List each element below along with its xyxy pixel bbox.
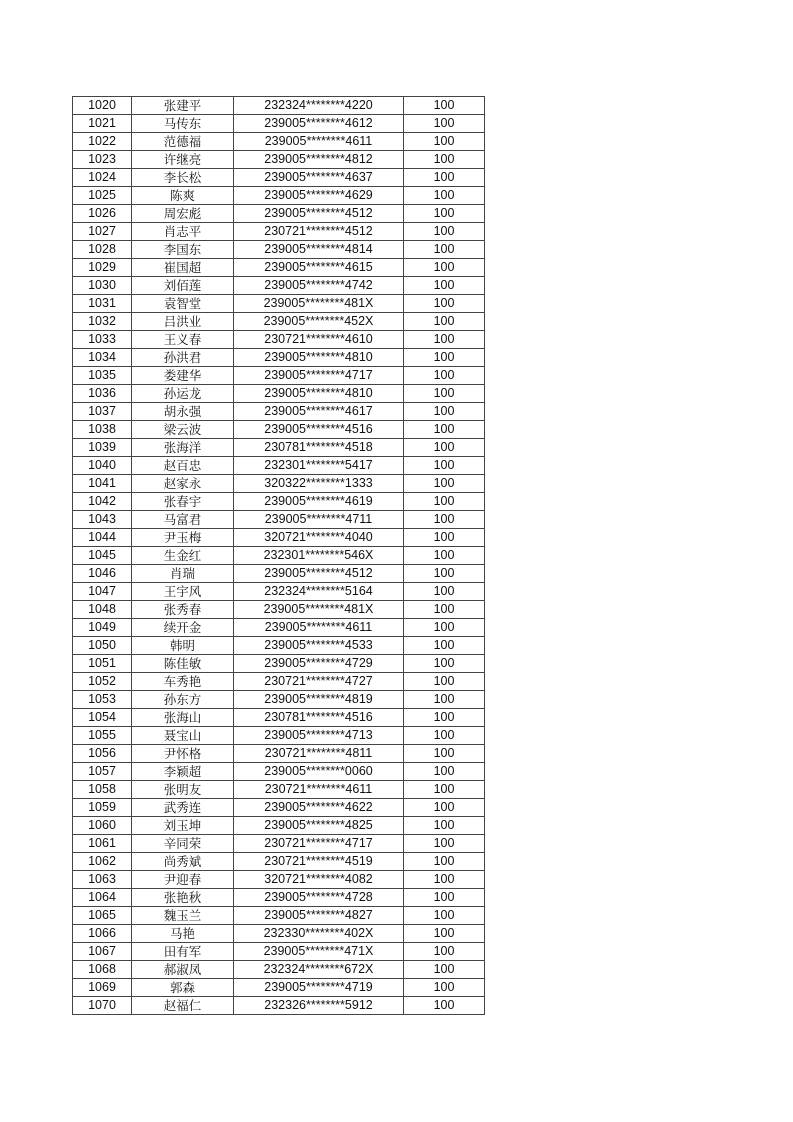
table-row: [73, 601, 485, 619]
name-cell: 续开金: [132, 619, 234, 637]
row-number-cell: 1028: [73, 241, 132, 259]
row-number-cell: 1064: [73, 889, 132, 907]
id-number-cell: 239005********4611: [234, 133, 404, 151]
score-cell: 100: [404, 745, 485, 763]
id-number-cell: 239005********4622: [234, 799, 404, 817]
row-number-cell: 1058: [73, 781, 132, 799]
table-row: [73, 133, 485, 151]
id-number-cell: 239005********471X: [234, 943, 404, 961]
table-row: [73, 781, 485, 799]
name-cell: 武秀连: [132, 799, 234, 817]
id-number-cell: 239005********4637: [234, 169, 404, 187]
row-number-cell: 1052: [73, 673, 132, 691]
score-cell: 100: [404, 205, 485, 223]
row-number-cell: 1031: [73, 295, 132, 313]
id-number-cell: 239005********4812: [234, 151, 404, 169]
score-cell: 100: [404, 457, 485, 475]
row-number-cell: 1041: [73, 475, 132, 493]
row-number-cell: 1044: [73, 529, 132, 547]
table-row: [73, 115, 485, 133]
id-number-cell: 239005********0060: [234, 763, 404, 781]
score-cell: 100: [404, 241, 485, 259]
table-row: [73, 979, 485, 997]
id-number-cell: 239005********4742: [234, 277, 404, 295]
score-cell: 100: [404, 295, 485, 313]
name-cell: 尹怀格: [132, 745, 234, 763]
row-number-cell: 1039: [73, 439, 132, 457]
name-cell: 胡永强: [132, 403, 234, 421]
table-row: [73, 439, 485, 457]
roster-table: [72, 96, 485, 1015]
row-number-cell: 1024: [73, 169, 132, 187]
name-cell: 王宇风: [132, 583, 234, 601]
row-number-cell: 1068: [73, 961, 132, 979]
name-cell: 辛同荣: [132, 835, 234, 853]
row-number-cell: 1061: [73, 835, 132, 853]
id-number-cell: 230781********4516: [234, 709, 404, 727]
table-row: [73, 961, 485, 979]
score-cell: 100: [404, 727, 485, 745]
table-row: [73, 421, 485, 439]
row-number-cell: 1051: [73, 655, 132, 673]
row-number-cell: 1020: [73, 97, 132, 115]
name-cell: 张春宇: [132, 493, 234, 511]
row-number-cell: 1060: [73, 817, 132, 835]
table-row: [73, 241, 485, 259]
name-cell: 张海山: [132, 709, 234, 727]
name-cell: 陈爽: [132, 187, 234, 205]
roster-table-body: [73, 97, 485, 1015]
row-number-cell: 1043: [73, 511, 132, 529]
id-number-cell: 239005********4717: [234, 367, 404, 385]
name-cell: 赵家永: [132, 475, 234, 493]
id-number-cell: 232326********5912: [234, 997, 404, 1015]
id-number-cell: 230721********4717: [234, 835, 404, 853]
row-number-cell: 1042: [73, 493, 132, 511]
name-cell: 生金红: [132, 547, 234, 565]
table-row: [73, 205, 485, 223]
id-number-cell: 232324********4220: [234, 97, 404, 115]
table-row: [73, 403, 485, 421]
row-number-cell: 1056: [73, 745, 132, 763]
score-cell: 100: [404, 799, 485, 817]
row-number-cell: 1032: [73, 313, 132, 331]
table-row: [73, 493, 485, 511]
id-number-cell: 239005********4729: [234, 655, 404, 673]
table-row: [73, 799, 485, 817]
id-number-cell: 230721********4727: [234, 673, 404, 691]
table-row: [73, 835, 485, 853]
row-number-cell: 1026: [73, 205, 132, 223]
table-row: [73, 349, 485, 367]
id-number-cell: 230721********4519: [234, 853, 404, 871]
name-cell: 王义春: [132, 331, 234, 349]
row-number-cell: 1046: [73, 565, 132, 583]
score-cell: 100: [404, 871, 485, 889]
row-number-cell: 1036: [73, 385, 132, 403]
name-cell: 尹玉梅: [132, 529, 234, 547]
row-number-cell: 1055: [73, 727, 132, 745]
score-cell: 100: [404, 583, 485, 601]
table-row: [73, 97, 485, 115]
id-number-cell: 239005********4814: [234, 241, 404, 259]
id-number-cell: 230721********4611: [234, 781, 404, 799]
name-cell: 李长松: [132, 169, 234, 187]
row-number-cell: 1045: [73, 547, 132, 565]
table-row: [73, 475, 485, 493]
score-cell: 100: [404, 151, 485, 169]
row-number-cell: 1023: [73, 151, 132, 169]
id-number-cell: 239005********4719: [234, 979, 404, 997]
table-row: [73, 313, 485, 331]
name-cell: 韩明: [132, 637, 234, 655]
score-cell: 100: [404, 367, 485, 385]
table-row: [73, 151, 485, 169]
id-number-cell: 232301********546X: [234, 547, 404, 565]
name-cell: 马艳: [132, 925, 234, 943]
table-row: [73, 223, 485, 241]
id-number-cell: 230721********4610: [234, 331, 404, 349]
name-cell: 李颖超: [132, 763, 234, 781]
row-number-cell: 1033: [73, 331, 132, 349]
table-row: [73, 817, 485, 835]
table-row: [73, 169, 485, 187]
name-cell: 肖志平: [132, 223, 234, 241]
table-row: [73, 385, 485, 403]
score-cell: 100: [404, 259, 485, 277]
score-cell: 100: [404, 853, 485, 871]
name-cell: 肖瑞: [132, 565, 234, 583]
row-number-cell: 1054: [73, 709, 132, 727]
score-cell: 100: [404, 277, 485, 295]
score-cell: 100: [404, 133, 485, 151]
table-row: [73, 637, 485, 655]
id-number-cell: 239005********4617: [234, 403, 404, 421]
table-row: [73, 277, 485, 295]
id-number-cell: 232324********672X: [234, 961, 404, 979]
table-row: [73, 997, 485, 1015]
score-cell: 100: [404, 187, 485, 205]
name-cell: 孙东方: [132, 691, 234, 709]
score-cell: 100: [404, 781, 485, 799]
row-number-cell: 1040: [73, 457, 132, 475]
score-cell: 100: [404, 979, 485, 997]
name-cell: 尹迎春: [132, 871, 234, 889]
id-number-cell: 232324********5164: [234, 583, 404, 601]
row-number-cell: 1067: [73, 943, 132, 961]
id-number-cell: 239005********4615: [234, 259, 404, 277]
name-cell: 孙洪君: [132, 349, 234, 367]
table-row: [73, 943, 485, 961]
id-number-cell: 239005********4827: [234, 907, 404, 925]
score-cell: 100: [404, 529, 485, 547]
score-cell: 100: [404, 313, 485, 331]
row-number-cell: 1021: [73, 115, 132, 133]
score-cell: 100: [404, 547, 485, 565]
table-row: [73, 691, 485, 709]
table-row: [73, 529, 485, 547]
table-row: [73, 565, 485, 583]
table-row: [73, 511, 485, 529]
name-cell: 周宏彪: [132, 205, 234, 223]
table-row: [73, 187, 485, 205]
name-cell: 娄建华: [132, 367, 234, 385]
id-number-cell: 239005********4533: [234, 637, 404, 655]
score-cell: 100: [404, 475, 485, 493]
row-number-cell: 1022: [73, 133, 132, 151]
score-cell: 100: [404, 385, 485, 403]
row-number-cell: 1034: [73, 349, 132, 367]
name-cell: 李国东: [132, 241, 234, 259]
table-row: [73, 709, 485, 727]
row-number-cell: 1025: [73, 187, 132, 205]
name-cell: 范德福: [132, 133, 234, 151]
table-row: [73, 727, 485, 745]
name-cell: 郭森: [132, 979, 234, 997]
id-number-cell: 230781********4518: [234, 439, 404, 457]
name-cell: 赵百忠: [132, 457, 234, 475]
name-cell: 尚秀斌: [132, 853, 234, 871]
row-number-cell: 1038: [73, 421, 132, 439]
table-row: [73, 367, 485, 385]
id-number-cell: 239005********452X: [234, 313, 404, 331]
name-cell: 孙运龙: [132, 385, 234, 403]
id-number-cell: 239005********4728: [234, 889, 404, 907]
row-number-cell: 1047: [73, 583, 132, 601]
table-row: [73, 889, 485, 907]
id-number-cell: 239005********4810: [234, 385, 404, 403]
score-cell: 100: [404, 493, 485, 511]
name-cell: 陈佳敏: [132, 655, 234, 673]
id-number-cell: 239005********481X: [234, 295, 404, 313]
name-cell: 魏玉兰: [132, 907, 234, 925]
score-cell: 100: [404, 889, 485, 907]
score-cell: 100: [404, 925, 485, 943]
table-row: [73, 259, 485, 277]
id-number-cell: 239005********481X: [234, 601, 404, 619]
table-row: [73, 871, 485, 889]
score-cell: 100: [404, 403, 485, 421]
row-number-cell: 1063: [73, 871, 132, 889]
name-cell: 袁智堂: [132, 295, 234, 313]
id-number-cell: 239005********4713: [234, 727, 404, 745]
score-cell: 100: [404, 907, 485, 925]
row-number-cell: 1048: [73, 601, 132, 619]
row-number-cell: 1049: [73, 619, 132, 637]
name-cell: 马传东: [132, 115, 234, 133]
name-cell: 车秀艳: [132, 673, 234, 691]
row-number-cell: 1029: [73, 259, 132, 277]
id-number-cell: 239005********4619: [234, 493, 404, 511]
score-cell: 100: [404, 961, 485, 979]
id-number-cell: 230721********4811: [234, 745, 404, 763]
score-cell: 100: [404, 421, 485, 439]
id-number-cell: 320721********4082: [234, 871, 404, 889]
row-number-cell: 1053: [73, 691, 132, 709]
row-number-cell: 1070: [73, 997, 132, 1015]
id-number-cell: 239005********4512: [234, 205, 404, 223]
score-cell: 100: [404, 115, 485, 133]
id-number-cell: 239005********4711: [234, 511, 404, 529]
score-cell: 100: [404, 97, 485, 115]
name-cell: 许继亮: [132, 151, 234, 169]
row-number-cell: 1065: [73, 907, 132, 925]
score-cell: 100: [404, 169, 485, 187]
name-cell: 张秀春: [132, 601, 234, 619]
score-cell: 100: [404, 619, 485, 637]
row-number-cell: 1027: [73, 223, 132, 241]
name-cell: 赵福仁: [132, 997, 234, 1015]
table-row: [73, 673, 485, 691]
table-row: [73, 853, 485, 871]
score-cell: 100: [404, 511, 485, 529]
table-row: [73, 457, 485, 475]
table-row: [73, 619, 485, 637]
name-cell: 梁云波: [132, 421, 234, 439]
score-cell: 100: [404, 817, 485, 835]
id-number-cell: 239005********4819: [234, 691, 404, 709]
id-number-cell: 232301********5417: [234, 457, 404, 475]
row-number-cell: 1062: [73, 853, 132, 871]
name-cell: 刘玉坤: [132, 817, 234, 835]
row-number-cell: 1057: [73, 763, 132, 781]
name-cell: 马富君: [132, 511, 234, 529]
row-number-cell: 1050: [73, 637, 132, 655]
row-number-cell: 1035: [73, 367, 132, 385]
name-cell: 刘佰莲: [132, 277, 234, 295]
name-cell: 张明友: [132, 781, 234, 799]
score-cell: 100: [404, 673, 485, 691]
table-row: [73, 925, 485, 943]
row-number-cell: 1066: [73, 925, 132, 943]
score-cell: 100: [404, 655, 485, 673]
name-cell: 张艳秋: [132, 889, 234, 907]
name-cell: 张海洋: [132, 439, 234, 457]
id-number-cell: 320721********4040: [234, 529, 404, 547]
name-cell: 聂宝山: [132, 727, 234, 745]
score-cell: 100: [404, 709, 485, 727]
id-number-cell: 239005********4612: [234, 115, 404, 133]
score-cell: 100: [404, 943, 485, 961]
table-row: [73, 547, 485, 565]
table-row: [73, 763, 485, 781]
score-cell: 100: [404, 349, 485, 367]
table-row: [73, 583, 485, 601]
id-number-cell: 239005********4810: [234, 349, 404, 367]
table-row: [73, 745, 485, 763]
id-number-cell: 320322********1333: [234, 475, 404, 493]
name-cell: 田有军: [132, 943, 234, 961]
name-cell: 张建平: [132, 97, 234, 115]
id-number-cell: 239005********4516: [234, 421, 404, 439]
name-cell: 吕洪业: [132, 313, 234, 331]
score-cell: 100: [404, 601, 485, 619]
score-cell: 100: [404, 223, 485, 241]
id-number-cell: 239005********4512: [234, 565, 404, 583]
table-row: [73, 655, 485, 673]
name-cell: 郝淑凤: [132, 961, 234, 979]
id-number-cell: 232330********402X: [234, 925, 404, 943]
score-cell: 100: [404, 331, 485, 349]
score-cell: 100: [404, 565, 485, 583]
score-cell: 100: [404, 439, 485, 457]
row-number-cell: 1030: [73, 277, 132, 295]
row-number-cell: 1059: [73, 799, 132, 817]
id-number-cell: 239005********4825: [234, 817, 404, 835]
id-number-cell: 239005********4629: [234, 187, 404, 205]
row-number-cell: 1069: [73, 979, 132, 997]
table-row: [73, 331, 485, 349]
id-number-cell: 230721********4512: [234, 223, 404, 241]
row-number-cell: 1037: [73, 403, 132, 421]
table-row: [73, 295, 485, 313]
score-cell: 100: [404, 763, 485, 781]
score-cell: 100: [404, 835, 485, 853]
score-cell: 100: [404, 997, 485, 1015]
table-row: [73, 907, 485, 925]
id-number-cell: 239005********4611: [234, 619, 404, 637]
name-cell: 崔国超: [132, 259, 234, 277]
score-cell: 100: [404, 637, 485, 655]
score-cell: 100: [404, 691, 485, 709]
